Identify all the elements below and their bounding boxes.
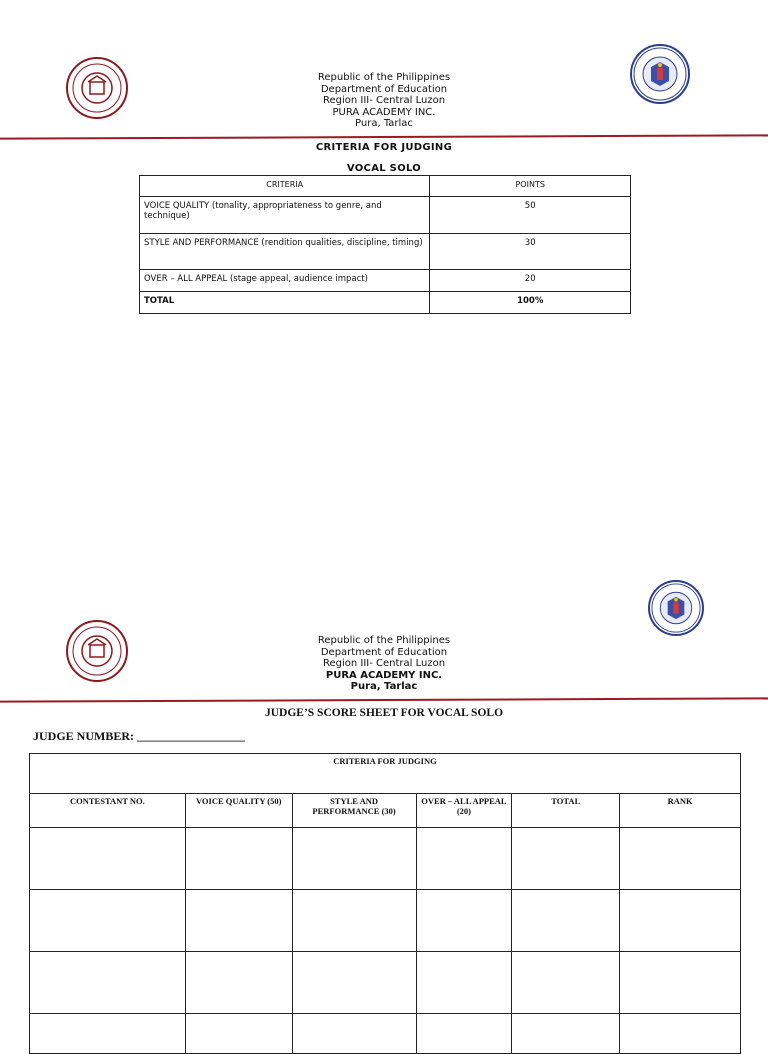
contestant-header: CONTESTANT NO.	[30, 794, 186, 828]
score-cell[interactable]	[620, 1014, 741, 1054]
criteria-cell: OVER – ALL APPEAL (stage appeal, audience impact)	[140, 270, 430, 292]
score-cell[interactable]	[185, 952, 292, 1014]
score-cell[interactable]	[416, 828, 512, 890]
letterhead-line: Pura, Tarlac	[355, 118, 413, 130]
page2-letterhead	[284, 635, 484, 693]
table-row	[30, 952, 741, 1014]
score-cell[interactable]	[620, 890, 741, 952]
pura-academy-seal	[66, 620, 128, 682]
total-value: 100%	[430, 292, 631, 314]
deped-seal	[630, 44, 690, 104]
score-cell[interactable]	[512, 1014, 620, 1054]
points-cell: 20	[430, 270, 631, 292]
score-cell[interactable]	[512, 890, 620, 952]
criteria-header: CRITERIA	[140, 176, 430, 197]
score-cell[interactable]	[30, 1014, 186, 1054]
score-cell[interactable]	[292, 828, 416, 890]
score-cell[interactable]	[30, 828, 186, 890]
criteria-cell: STYLE AND PERFORMANCE (rendition qualities, discipline, timing)	[140, 234, 430, 270]
score-sheet-table	[29, 753, 741, 1054]
score-cell[interactable]	[416, 952, 512, 1014]
score-table-caption: CRITERIA FOR JUDGING	[30, 754, 741, 794]
score-cell[interactable]	[185, 828, 292, 890]
page1-subtitle: VOCAL SOLO	[346, 163, 422, 174]
style-performance-header: STYLE AND PERFORMANCE (30)	[292, 794, 416, 828]
page1-letterhead	[284, 72, 484, 130]
points-cell: 30	[430, 234, 631, 270]
criteria-cell: VOICE QUALITY (tonality, appropriateness to genre, and technique)	[140, 197, 430, 234]
score-cell[interactable]	[292, 890, 416, 952]
score-cell[interactable]	[416, 890, 512, 952]
table-row	[30, 828, 741, 890]
score-cell[interactable]	[416, 1014, 512, 1054]
score-cell[interactable]	[185, 1014, 292, 1054]
letterhead-line: Region III- Central Luzon	[322, 95, 446, 107]
letterhead-line: Pura, Tarlac	[350, 681, 418, 693]
score-cell[interactable]	[620, 828, 741, 890]
letterhead-rule	[0, 134, 768, 139]
table-row	[30, 890, 741, 952]
pura-academy-seal	[66, 57, 128, 119]
deped-seal	[648, 580, 704, 636]
letterhead-line: Republic of the Philippines	[317, 72, 451, 83]
score-cell[interactable]	[292, 952, 416, 1014]
score-cell[interactable]	[512, 952, 620, 1014]
score-cell[interactable]	[512, 828, 620, 890]
letterhead-line: PURA ACADEMY INC.	[332, 106, 436, 118]
total-header: TOTAL	[512, 794, 620, 828]
letterhead-line: Department of Education	[320, 83, 448, 95]
letterhead-rule	[0, 697, 768, 702]
overall-appeal-header: OVER – ALL APPEAL (20)	[416, 794, 512, 828]
points-header: POINTS	[430, 176, 631, 197]
page1-title: CRITERIA FOR JUDGING	[315, 142, 453, 153]
criteria-table	[139, 175, 631, 314]
letterhead-line: Region III- Central Luzon	[322, 658, 446, 670]
letterhead-line: Department of Education	[320, 646, 448, 658]
letterhead-line: Republic of the Philippines	[317, 635, 451, 646]
judge-number-label: JUDGE NUMBER: __________________	[33, 729, 245, 743]
page2-title: JUDGE’S SCORE SHEET FOR VOCAL SOLO	[264, 707, 504, 719]
points-cell: 50	[430, 197, 631, 234]
score-cell[interactable]	[30, 952, 186, 1014]
score-cell[interactable]	[30, 890, 186, 952]
table-row	[30, 1014, 741, 1054]
score-cell[interactable]	[292, 1014, 416, 1054]
letterhead-line: PURA ACADEMY INC.	[325, 669, 443, 681]
total-label: TOTAL	[140, 292, 430, 314]
score-cell[interactable]	[185, 890, 292, 952]
voice-quality-header: VOICE QUALITY (50)	[185, 794, 292, 828]
score-cell[interactable]	[620, 952, 741, 1014]
rank-header: RANK	[620, 794, 741, 828]
